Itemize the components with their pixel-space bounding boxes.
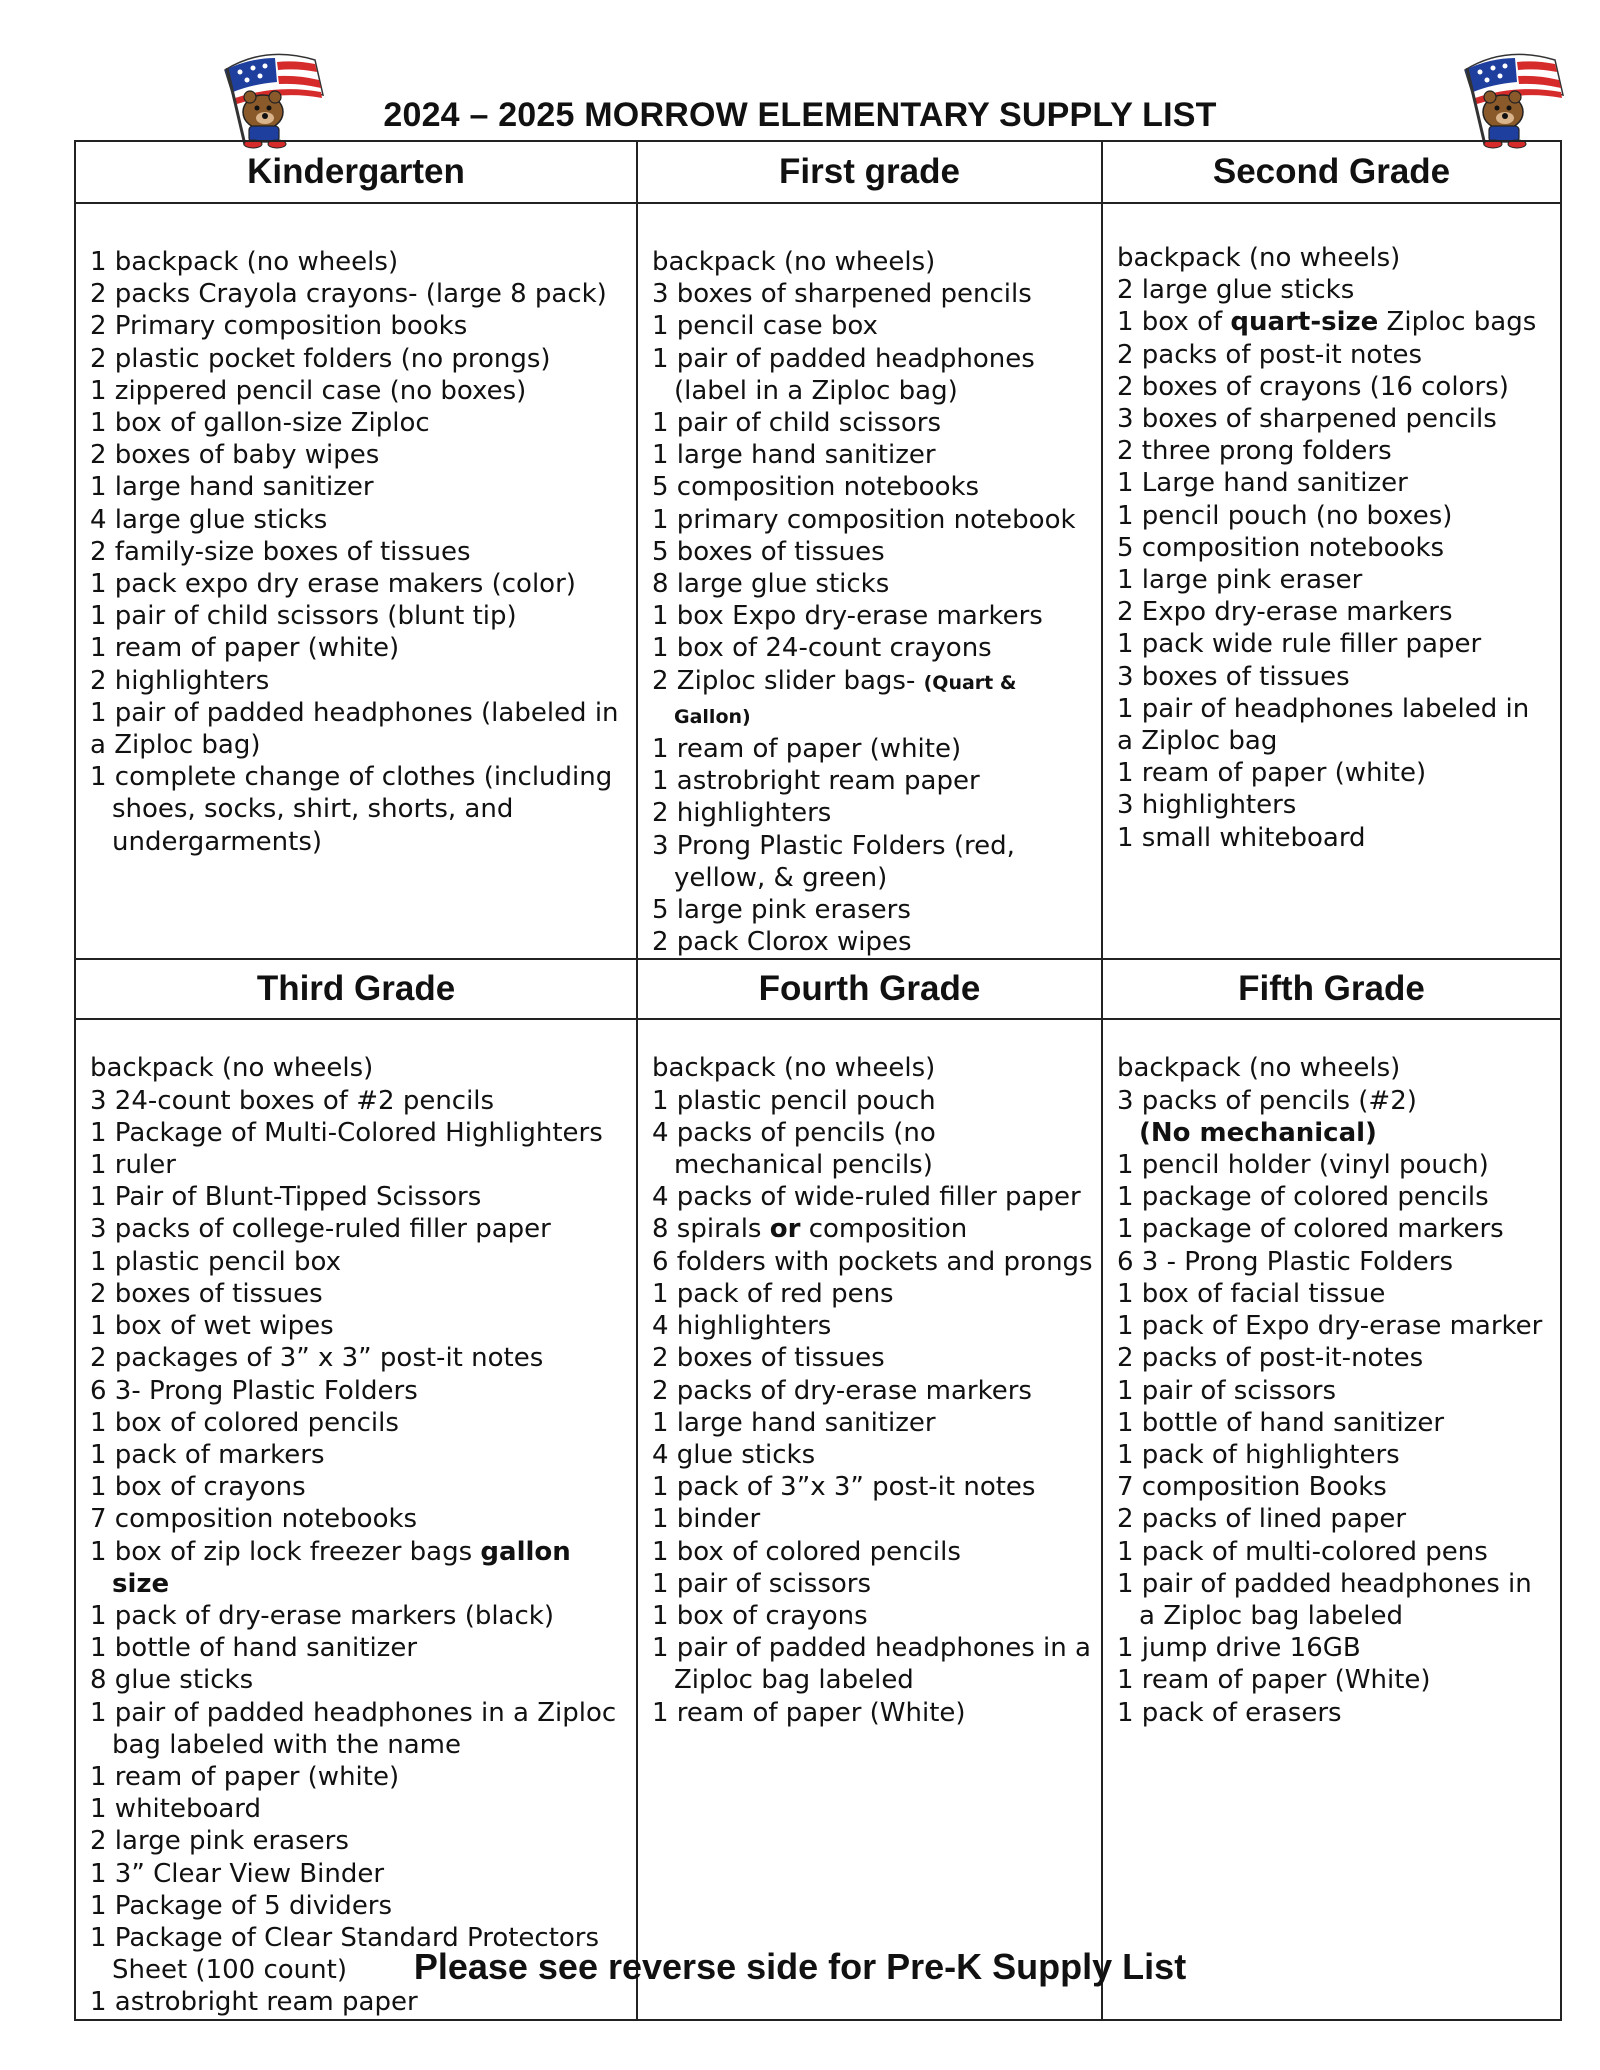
list-item: 3 boxes of sharpened pencils (652, 279, 1032, 310)
fifth-grade-list-cell (1102, 1019, 1561, 2019)
list-item: 1 box of colored pencils (90, 1407, 399, 1438)
list-item: 3 Prong Plastic Folders (red, yellow, & green) (652, 830, 1015, 893)
list-item: 1 pair of padded headphones (labeled in a Ziploc bag) (90, 697, 619, 761)
spiral-item-prefix: 8 spirals (652, 1214, 770, 1245)
supply-list-table (74, 140, 1562, 2021)
ziploc-slider-note: (Quart & Gallon) (674, 671, 1017, 728)
kindergarten-list-cell (75, 203, 637, 959)
list-item: 1 box of facial tissue (1117, 1278, 1386, 1309)
zip-item-bold: gallon size (112, 1536, 571, 1599)
list-item: 1 ruler (90, 1150, 176, 1181)
quart-item-suffix: Ziploc bags (1378, 307, 1537, 338)
list-item: 1 pair of padded headphones (label in a Ziploc bag) (652, 343, 1035, 406)
list-item: 1 binder (652, 1504, 761, 1535)
list-item: 1 box of colored pencils (652, 1536, 961, 1567)
list-item: 1 pack of erasers (1117, 1697, 1342, 1728)
list-item: 1 package of colored markers (1117, 1214, 1504, 1245)
list-item: 1 Pair of Blunt-Tipped Scissors (90, 1182, 482, 1213)
list-item: 2 pack Clorox wipes (652, 927, 912, 958)
list-item: 1 plastic pencil pouch (652, 1085, 936, 1116)
list-item: 8 glue sticks (90, 1665, 254, 1696)
list-item: 1 pack of Expo dry-erase marker (1117, 1311, 1543, 1342)
list-item: 1 3” Clear View Binder (90, 1858, 385, 1889)
list-item: 2 boxes of tissues (90, 1278, 323, 1309)
list-item: 6 folders with pockets and prongs (652, 1246, 1093, 1277)
list-item: 4 large glue sticks (90, 504, 328, 535)
fifth-grade-heading: Fifth Grade (1102, 959, 1561, 1019)
fifth-grade-list (1103, 1020, 1560, 1728)
list-item: 1 large hand sanitizer (652, 440, 936, 471)
list-item: 1 large pink eraser (1117, 565, 1363, 596)
list-item: 2 highlighters (652, 798, 832, 829)
list-item: 1 pair of child scissors (blunt tip) (90, 601, 517, 632)
list-item: 1 pair of headphones labeled in a Ziploc bag (1117, 693, 1530, 757)
list-item: 1 large hand sanitizer (90, 472, 374, 503)
list-item: 4 packs of wide-ruled filler paper (652, 1182, 1081, 1213)
list-item: 3 boxes of sharpened pencils (1117, 404, 1497, 435)
list-item: 3 boxes of tissues (1117, 661, 1350, 692)
list-item: 1 pair of padded headphones in a Ziploc bag labeled (1117, 1568, 1532, 1631)
list-item: 1 box of crayons (90, 1472, 306, 1503)
list-item: 1 box of crayons (652, 1600, 868, 1631)
list-item: 2 packages of 3” x 3” post-it notes (90, 1343, 544, 1374)
list-item: 2 family-size boxes of tissues (90, 536, 471, 567)
kindergarten-heading: Kindergarten (75, 141, 637, 203)
list-item: 2 highlighters (90, 665, 270, 696)
list-item: 2 packs of post-it notes (1117, 339, 1423, 370)
list-item: 3 24-count boxes of #2 pencils (90, 1085, 495, 1116)
second-grade-list (1103, 204, 1560, 854)
list-item: 2 plastic pocket folders (no prongs) (90, 343, 551, 374)
list-item: 1 box of 24-count crayons (652, 633, 992, 664)
quart-item-prefix: 1 box of (1117, 307, 1231, 338)
list-item: 1 ream of paper (white) (90, 1761, 400, 1792)
list-item: 1 bottle of hand sanitizer (90, 1633, 418, 1664)
spiral-item-bold: or (769, 1214, 801, 1245)
list-item (1117, 1085, 1552, 1149)
list-item: backpack (no wheels) (1117, 243, 1401, 273)
list-item: 2 packs of lined paper (1117, 1504, 1407, 1535)
list-item: 3 highlighters (1117, 790, 1297, 821)
list-item: 4 packs of pencils (no mechanical pencils) (652, 1117, 936, 1181)
list-item: 5 boxes of tissues (652, 536, 885, 567)
kindergarten-list (76, 204, 636, 858)
list-item: 1 pack expo dry erase makers (color) (90, 569, 576, 600)
list-item: 1 astrobright ream paper (652, 766, 980, 797)
zip-item-prefix: 1 box of zip lock freezer bags (90, 1536, 481, 1567)
list-item: 1 pair of child scissors (652, 408, 942, 439)
spiral-item-suffix: composition (800, 1214, 968, 1245)
list-item: 1 ream of paper (White) (1117, 1665, 1431, 1696)
second-grade-list-cell (1102, 203, 1561, 959)
list-item: 1 pack wide rule filler paper (1117, 629, 1482, 660)
list-item: 1 backpack (no wheels) (90, 247, 399, 277)
third-grade-list (76, 1020, 636, 2018)
list-item (90, 1536, 628, 1600)
second-grade-heading: Second Grade (1102, 141, 1561, 203)
list-item: 1 pack of red pens (652, 1278, 894, 1309)
list-item: 2 boxes of tissues (652, 1343, 885, 1374)
list-item: 5 large pink erasers (652, 895, 911, 926)
third-grade-heading: Third Grade (75, 959, 637, 1019)
list-item: 2 large glue sticks (1117, 275, 1355, 306)
list-item: 7 composition notebooks (90, 1504, 418, 1535)
list-item: 2 boxes of crayons (16 colors) (1117, 371, 1509, 402)
first-grade-list (638, 204, 1101, 958)
list-item: 1 ream of paper (white) (652, 734, 962, 765)
list-item (1117, 306, 1552, 338)
list-item: 1 primary composition notebook (652, 504, 1076, 535)
list-item: 1 package of colored pencils (1117, 1182, 1489, 1213)
fourth-grade-list (638, 1020, 1101, 1728)
list-item: backpack (no wheels) (1117, 1053, 1401, 1084)
list-item: 1 zippered pencil case (no boxes) (90, 375, 527, 406)
list-item: 1 pack of 3”x 3” post-it notes (652, 1472, 1036, 1503)
list-item: 2 boxes of baby wipes (90, 440, 380, 471)
list-item: 5 composition notebooks (1117, 532, 1445, 563)
list-item: 5 composition notebooks (652, 472, 980, 503)
list-item: 1 pair of scissors (1117, 1375, 1337, 1406)
list-item: 1 astrobright ream paper (90, 1987, 418, 2018)
list-item: 3 packs of college-ruled filler paper (90, 1214, 551, 1245)
list-item: 1 pack of multi-colored pens (1117, 1536, 1488, 1567)
list-item: 4 highlighters (652, 1311, 832, 1342)
list-item: 6 3- Prong Plastic Folders (90, 1375, 418, 1406)
list-item: 7 composition Books (1117, 1472, 1387, 1503)
list-item: 2 Expo dry-erase markers (1117, 597, 1453, 628)
list-item: 8 large glue sticks (652, 569, 890, 600)
list-item: 2 packs Crayola crayons- (large 8 pack) (90, 279, 607, 310)
list-item: 1 jump drive 16GB (1117, 1633, 1361, 1664)
list-item: 2 three prong folders (1117, 436, 1392, 467)
list-item: backpack (no wheels) (652, 1053, 936, 1084)
list-item: 1 complete change of clothes (including shoes, socks, shirt, shorts, and undergarments) (90, 762, 613, 857)
list-item: 1 whiteboard (90, 1794, 262, 1825)
list-item: 1 pack of dry-erase markers (black) (90, 1600, 554, 1631)
list-item: 1 ream of paper (white) (90, 633, 400, 664)
list-item (652, 665, 1093, 733)
first-grade-heading: First grade (637, 141, 1102, 203)
list-item: 1 Package of Multi-Colored Highlighters (90, 1117, 603, 1148)
ziploc-slider-text: 2 Ziploc slider bags- (652, 665, 924, 696)
list-item: 1 small whiteboard (1117, 822, 1366, 853)
list-item: 1 pair of scissors (652, 1568, 872, 1599)
third-grade-list-cell (75, 1019, 637, 2019)
list-item: 1 large hand sanitizer (652, 1407, 936, 1438)
list-item: 1 Package of 5 dividers (90, 1890, 393, 1921)
list-item: 1 pair of padded headphones in a Ziploc bag labeled (652, 1633, 1091, 1696)
page-title: 2024 – 2025 MORROW ELEMENTARY SUPPLY LIST (383, 96, 1217, 134)
list-item: 1 pencil pouch (no boxes) (1117, 500, 1453, 531)
list-item: 1 Large hand sanitizer (1117, 468, 1408, 499)
first-grade-list-cell (637, 203, 1102, 959)
list-item (652, 1213, 1093, 1245)
list-item: 1 pack of markers (90, 1439, 325, 1470)
list-item: backpack (no wheels) (652, 247, 936, 277)
pencil-item-bold: (No mechanical) (1139, 1117, 1377, 1148)
list-item: 2 large pink erasers (90, 1826, 349, 1857)
list-item: 6 3 - Prong Plastic Folders (1117, 1246, 1454, 1277)
quart-item-bold: quart-size (1230, 307, 1379, 338)
reverse-side-note: Please see reverse side for Pre-K Supply List (413, 1946, 1187, 1987)
list-item: 1 box Expo dry-erase markers (652, 601, 1043, 632)
pencil-item-text: 3 packs of pencils (#2) (1117, 1085, 1417, 1116)
list-item: 1 Package of Clear Standard Protectors Sheet (100 count) (90, 1922, 600, 1986)
fourth-grade-list-cell (637, 1019, 1102, 2019)
fourth-grade-heading: Fourth Grade (637, 959, 1102, 1019)
list-item: 1 box of gallon-size Ziploc (90, 408, 430, 439)
list-item: 1 ream of paper (white) (1117, 758, 1427, 789)
list-item: 1 bottle of hand sanitizer (1117, 1407, 1445, 1438)
list-item: backpack (no wheels) (90, 1053, 374, 1084)
list-item: 2 packs of dry-erase markers (652, 1375, 1032, 1406)
list-item: 1 pencil case box (652, 311, 878, 342)
list-item: 1 pencil holder (vinyl pouch) (1117, 1150, 1489, 1181)
list-item: 4 glue sticks (652, 1439, 816, 1470)
list-item: 1 pair of padded headphones in a Ziploc bag labeled with the name (90, 1697, 617, 1760)
list-item: 1 pack of highlighters (1117, 1439, 1400, 1470)
list-item: 2 packs of post-it-notes (1117, 1343, 1424, 1374)
list-item: 2 Primary composition books (90, 311, 468, 342)
list-item: 1 ream of paper (White) (652, 1697, 966, 1728)
list-item: 1 plastic pencil box (90, 1246, 341, 1277)
list-item: 1 box of wet wipes (90, 1311, 334, 1342)
